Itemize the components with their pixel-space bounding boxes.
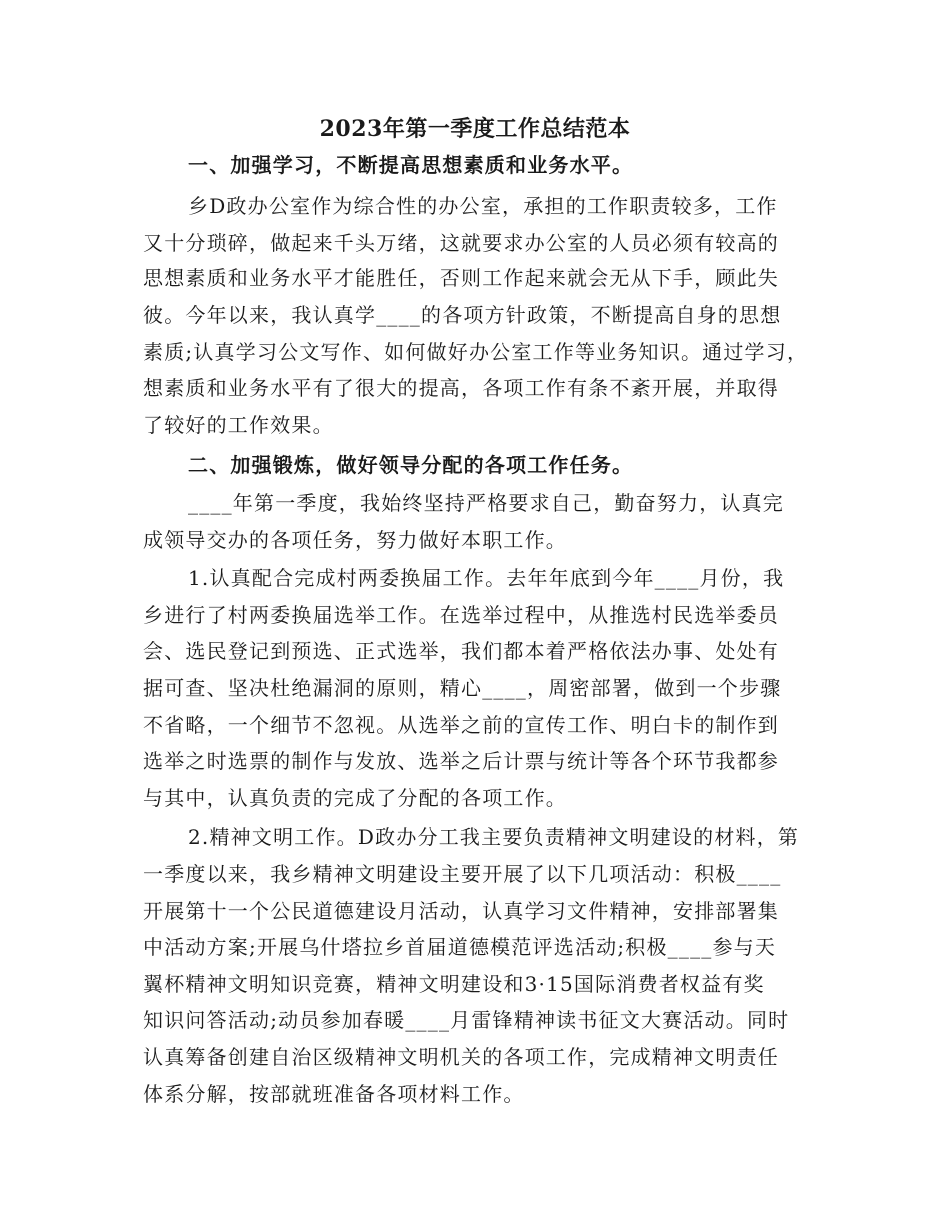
paragraph-line: 体系分解，按部就班准备各项材料工作。 — [143, 1082, 525, 1106]
paragraph-line: 1.认真配合完成村两委换届工作。去年年底到今年____月份，我 — [188, 566, 785, 590]
paragraph-line: ____年第一季度，我始终坚持严格要求自己，勤奋努力，认真完 — [188, 491, 784, 515]
paragraph-line: 不省略，一个细节不忽视。从选举之前的宣传工作、明白卡的制作到 — [143, 713, 779, 737]
paragraph-line: 想素质和业务水平有了很大的提高，各项工作有条不紊开展，并取得 — [143, 376, 779, 400]
paragraph-line: 与其中，认真负责的完成了分配的各项工作。 — [143, 786, 567, 810]
paragraph-line: 会、选民登记到预选、正式选举，我们都本着严格依法办事、处处有 — [143, 639, 779, 663]
paragraph-line: 开展第十一个公民道德建设月活动，认真学习文件精神，安排部署集 — [143, 899, 779, 923]
paragraph-line: 又十分琐碎，做起来千头万绪，这就要求办公室的人员必须有较高的 — [143, 231, 779, 255]
paragraph-line: 知识问答活动;动员参加春暖____月雷锋精神读书征文大赛活动。同时 — [143, 1008, 790, 1032]
paragraph-line: 选举之时选票的制作与发放、选举之后计票与统计等各个环节我都参 — [143, 749, 779, 773]
paragraph-line: 一季度以来，我乡精神文明建设主要开展了以下几项活动：积极____ — [143, 862, 782, 886]
paragraph-line: 了较好的工作效果。 — [143, 413, 334, 437]
paragraph-line: 中活动方案;开展乌什塔拉乡首届道德模范评选活动;积极____参与天 — [143, 935, 777, 959]
paragraph-line: 翼杯精神文明知识竞赛，精神文明建设和3·15国际消费者权益有奖 — [143, 972, 765, 996]
paragraph-line: 乡D政办公室作为综合性的办公室，承担的工作职责较多，工作 — [188, 194, 778, 218]
section-heading-2: 二、加强锻炼，做好领导分配的各项工作任务。 — [188, 453, 634, 477]
section-heading-1: 一、加强学习，不断提高思想素质和业务水平。 — [188, 153, 634, 177]
paragraph-line: 成领导交办的各项任务，努力做好本职工作。 — [143, 528, 567, 552]
paragraph-line: 据可查、坚决杜绝漏洞的原则，精心____，周密部署，做到一个步骤 — [143, 676, 782, 700]
paragraph-line: 2.精神文明工作。D政办分工我主要负责精神文明建设的材料，第 — [188, 825, 800, 849]
paragraph-line: 思想素质和业务水平才能胜任，否则工作起来就会无从下手，顾此失 — [143, 266, 779, 290]
paragraph-line: 认真筹备创建自治区级精神文明机关的各项工作，完成精神文明责任 — [143, 1045, 779, 1069]
paragraph-line: 素质;认真学习公文写作、如何做好办公室工作等业务知识。通过学习， — [143, 340, 809, 364]
paragraph-line: 彼。今年以来，我认真学____的各项方针政策，不断提高自身的思想 — [143, 303, 782, 327]
document-title: 2023年第一季度工作总结范本 — [319, 116, 631, 142]
paragraph-line: 乡进行了村两委换届选举工作。在选举过程中，从推选村民选举委员 — [143, 603, 779, 627]
